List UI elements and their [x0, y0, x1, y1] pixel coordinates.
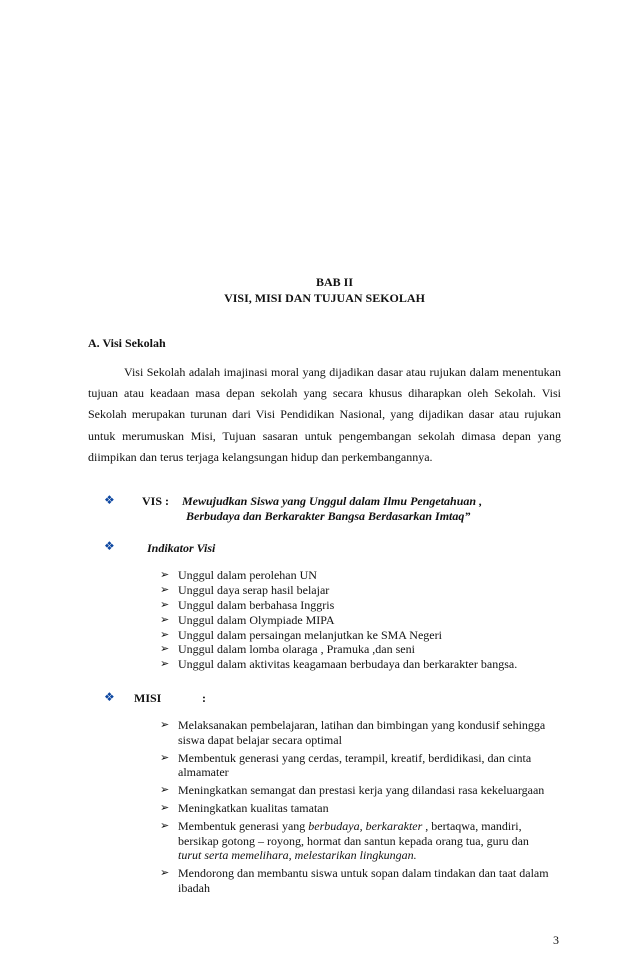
chapter-heading — [0, 274, 639, 306]
list-item: ➢ Melaksanakan pembelajaran, latihan dan bimbingan yang kondusif sehingga siswa dapat belajar secara optimal — [160, 718, 546, 747]
visi-label: VIS : — [142, 494, 170, 508]
list-item: ➢ Unggul dalam berbahasa Inggris — [160, 597, 335, 612]
arrow-bullet-icon: ➢ — [160, 582, 170, 596]
list-item: ➢ Mendorong dan membantu siswa untuk sopan dalam tindakan dan taat dalam ibadah — [160, 866, 549, 895]
diamond-bullet-icon: ❖ — [104, 690, 115, 704]
list-item: ➢ Membentuk generasi yang cerdas, terampil, kreatif, berdidikasi, dan cinta almamater — [160, 750, 532, 779]
visi-statement-line2: Berbudaya dan Berkarakter Bangsa Berdasarkan Imtaq” — [186, 509, 471, 523]
arrow-bullet-icon: ➢ — [160, 642, 170, 656]
list-item: ➢ Unggul dalam perolehan UN — [160, 568, 317, 582]
visi-statement-line1: Mewujudkan Siswa yang Unggul dalam Ilmu Pengetahuan , — [182, 494, 483, 508]
list-item: ➢ Unggul dalam lomba olaraga , Pramuka ,dan seni — [160, 642, 415, 657]
list-item: ➢ Meningkatkan semangat dan prestasi kerja yang dilandasi rasa kekeluargaan — [160, 783, 545, 797]
arrow-bullet-icon: ➢ — [160, 657, 170, 671]
list-item: ➢ Unggul dalam persaingan melanjutkan ke SMA Negeri — [160, 627, 442, 642]
diamond-bullet-icon: ❖ — [104, 493, 115, 507]
chapter-title: VISI, MISI DAN TUJUAN SEKOLAH — [224, 291, 425, 305]
arrow-bullet-icon: ➢ — [160, 819, 170, 832]
indikator-label: Indikator Visi — [147, 541, 216, 555]
list-item: ➢ Membentuk generasi yang berbudaya, berkarakter , bertaqwa, mandiri, bersikap gotong – royong, hormat dan santun kepada orang tua, guru dan turut serta memelihara, melestarikan lingkungan. — [160, 819, 529, 862]
list-item: ➢ Unggul dalam Olympiade MIPA — [160, 612, 335, 627]
arrow-bullet-icon: ➢ — [160, 866, 170, 879]
indikator-list — [160, 568, 550, 672]
diamond-bullet-icon: ❖ — [104, 539, 115, 553]
misi-label: MISI — [134, 691, 162, 705]
arrow-bullet-icon: ➢ — [160, 612, 170, 626]
section-heading-visi: A. Visi Sekolah — [88, 336, 166, 350]
list-item: ➢ Unggul dalam aktivitas keagamaan berbudaya dan berkarakter bangsa. — [160, 657, 518, 672]
misi-list — [160, 718, 550, 899]
visi-paragraph: Visi Sekolah adalah imajinasi moral yang dijadikan dasar atau rujukan dalam menentukan tujuan atau keadaan masa depan sekolah yang secara khusus diharapkan oleh Sekolah. Visi Sekolah merupakan turunan dari Visi Pendidikan Nasional, yang dijadikan dasar atau rujukan untuk merumuskan Misi, Tujuan sasaran untuk pengembangan sekolah dimasa depan yang diimpikan dan terus terjaga kelangsungan hidup dan perkembangannya. — [88, 365, 561, 464]
arrow-bullet-icon: ➢ — [160, 783, 170, 796]
arrow-bullet-icon: ➢ — [160, 718, 170, 731]
page-number: 3 — [553, 933, 559, 947]
chapter-number: BAB II — [315, 275, 353, 289]
arrow-bullet-icon: ➢ — [160, 627, 170, 641]
list-item: ➢ Unggul daya serap hasil belajar — [160, 582, 330, 597]
list-item: ➢ Meningkatkan kualitas tamatan — [160, 801, 329, 815]
arrow-bullet-icon: ➢ — [160, 568, 170, 581]
misi-colon: : — [202, 691, 206, 705]
arrow-bullet-icon: ➢ — [160, 597, 170, 611]
arrow-bullet-icon: ➢ — [160, 801, 170, 814]
arrow-bullet-icon: ➢ — [160, 750, 170, 764]
